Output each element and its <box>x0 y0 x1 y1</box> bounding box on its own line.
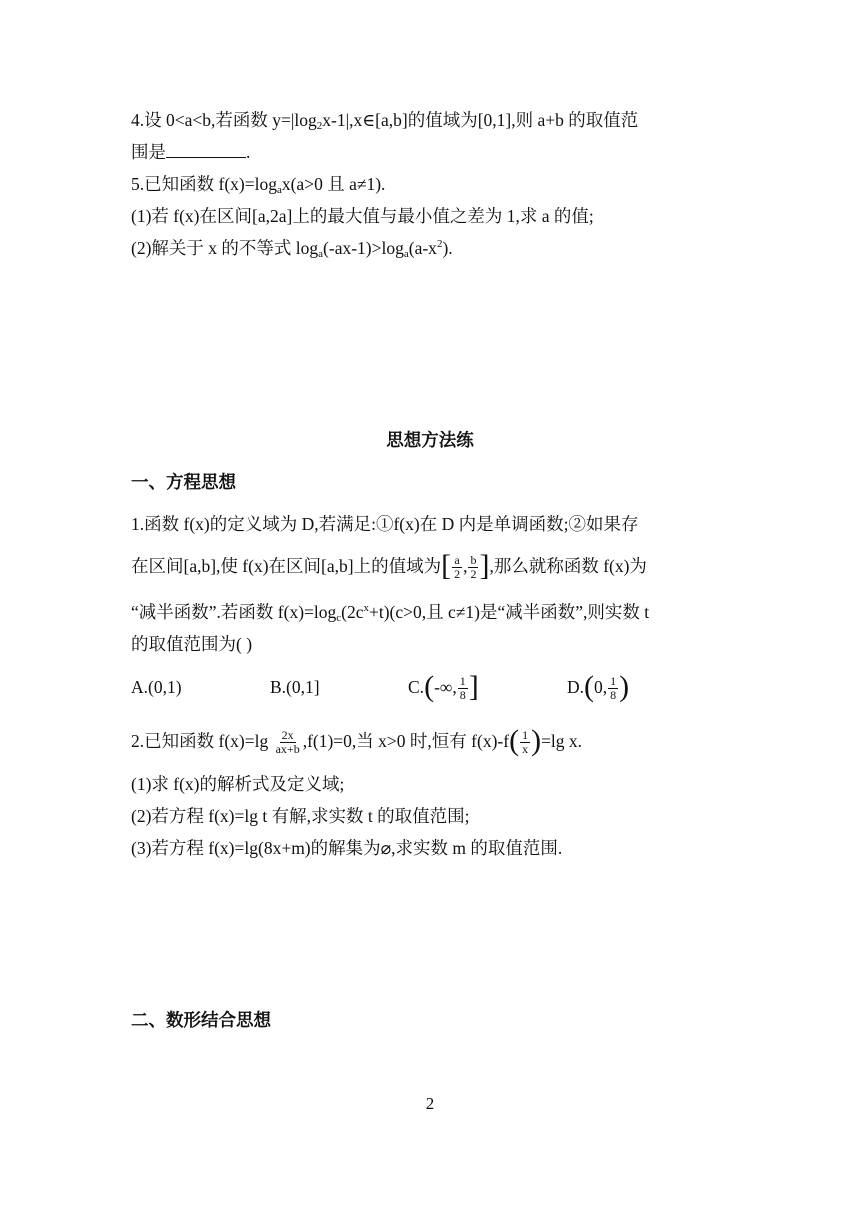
left-paren: ( <box>424 669 435 703</box>
option-a: A.(0,1) <box>131 677 182 697</box>
fraction-one-eighth <box>608 675 618 702</box>
text: (-ax-1)>log <box>323 238 404 258</box>
question-2-part-2: (2)若方程 f(x)=lg t 有解,求实数 t 的取值范围; <box>131 806 470 826</box>
left-paren: ( <box>584 669 595 703</box>
question-1-line-3 <box>131 600 649 624</box>
text: 4.设 0<a<b,若函数 y=|log <box>131 110 317 130</box>
right-bracket: ] <box>479 548 490 582</box>
denominator: 8 <box>459 688 466 703</box>
subscript: a <box>276 184 282 196</box>
numerator: a <box>454 553 460 568</box>
right-bracket: ] <box>468 669 479 703</box>
heading-equation-thinking: 一、方程思想 <box>131 473 236 493</box>
page-number: 2 <box>425 1094 435 1113</box>
left-bracket: [ <box>441 548 452 582</box>
text: =lg x. <box>541 731 583 751</box>
right-paren: ) <box>531 723 542 757</box>
text: +t)(c>0,且 c≠1)是“减半函数”,则实数 t <box>369 602 650 622</box>
numerator: 1 <box>459 674 466 689</box>
subscript: 2 <box>316 120 323 132</box>
problem-5-part-2 <box>131 236 453 260</box>
text: D. <box>567 677 585 697</box>
denominator: ax+b <box>275 742 300 757</box>
numerator: 1 <box>522 728 529 743</box>
denominator: 8 <box>610 688 617 703</box>
text: (2)解关于 x 的不等式 log <box>131 238 319 258</box>
text: -∞, <box>434 677 457 697</box>
subscript: a <box>318 248 324 260</box>
text: 0, <box>594 677 608 697</box>
text: x-1|,x∈[a,b]的值域为[0,1],则 a+b 的取值范 <box>322 110 639 130</box>
denominator: 2 <box>470 567 477 582</box>
problem-5-part-1: (1)若 f(x)在区间[a,2a]上的最大值与最小值之差为 1,求 a 的值; <box>131 206 594 226</box>
fraction-2x-over-ax-plus-b <box>274 729 302 756</box>
option-b: B.(0,1] <box>270 677 320 697</box>
text: (2c <box>341 602 364 622</box>
text: C. <box>408 677 425 697</box>
question-2-line-1 <box>131 723 583 757</box>
superscript: 2 <box>436 238 443 250</box>
denominator: 2 <box>454 567 461 582</box>
text: 5.已知函数 f(x)=log <box>131 174 277 194</box>
option-c <box>408 669 479 703</box>
text: 在区间[a,b],使 f(x)在区间[a,b]上的值域为 <box>131 556 442 576</box>
question-2-part-1: (1)求 f(x)的解析式及定义域; <box>131 774 345 794</box>
numerator: 1 <box>610 674 617 689</box>
text: 围是 <box>131 142 166 162</box>
superscript: x <box>363 602 369 614</box>
section-title: 思想方法练 <box>386 431 474 451</box>
fraction-one-over-x <box>520 729 530 756</box>
numerator: b <box>470 553 477 568</box>
option-d <box>567 669 630 703</box>
fraction-b-over-2 <box>468 554 478 581</box>
problem-4-line-1 <box>131 108 638 132</box>
subscript: c <box>336 612 342 624</box>
problem-4-line-2 <box>131 140 250 164</box>
question-1-line-4: 的取值范围为( ) <box>131 634 253 654</box>
denominator: x <box>522 742 529 757</box>
text: (a-x <box>408 238 437 258</box>
question-1-line-2 <box>131 548 647 582</box>
right-paren: ) <box>619 669 630 703</box>
question-2-part-3: (3)若方程 f(x)=lg(8x+m)的解集为⌀,求实数 m 的取值范围. <box>131 838 563 858</box>
text: “减半函数”.若函数 f(x)=log <box>131 602 337 622</box>
text: x(a>0 且 a≠1). <box>281 174 386 194</box>
text: . <box>246 142 251 162</box>
fraction-one-eighth <box>458 675 468 702</box>
text: 2.已知函数 f(x)=lg <box>131 731 273 751</box>
text: ). <box>442 238 453 258</box>
answer-blank <box>166 143 246 158</box>
subscript: a <box>403 248 409 260</box>
text: , <box>463 556 468 576</box>
fraction-a-over-2 <box>452 554 462 581</box>
question-1-line-1: 1.函数 f(x)的定义域为 D,若满足:①f(x)在 D 内是单调函数;②如果存 <box>131 514 639 534</box>
text: ,f(1)=0,当 x>0 时,恒有 f(x)-f <box>302 731 510 751</box>
numerator: 2x <box>281 728 294 743</box>
problem-5-line <box>131 172 385 196</box>
left-paren: ( <box>509 723 520 757</box>
heading-number-shape-thinking: 二、数形结合思想 <box>131 1011 271 1031</box>
text: ,那么就称函数 f(x)为 <box>489 556 647 576</box>
